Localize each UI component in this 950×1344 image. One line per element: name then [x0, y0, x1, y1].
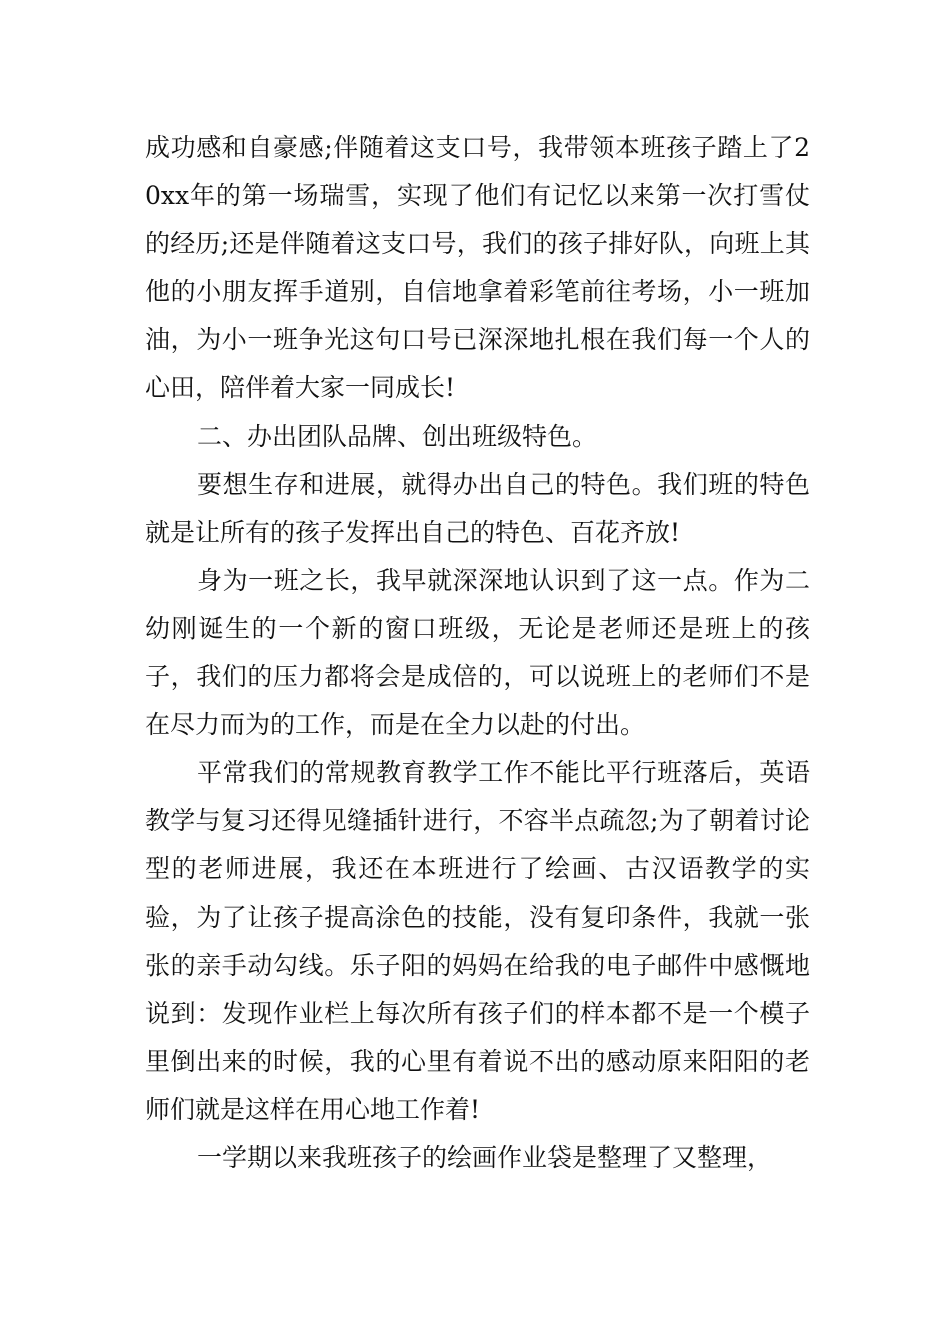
- paragraph-5: 平常我们的常规教育教学工作不能比平行班落后，英语教学与复习还得见缝插针进行，不容半点疏忽;为了朝着讨论型的老师进展，我还在本班进行了绘画、古汉语教学的实验，为了让孩子提高涂色的技能，没有复印条件，我就一张张的亲手动勾线。乐子阳的妈妈在给我的电子邮件中感慨地说到：发现作业栏上每次所有孩子们的样本都不是一个模子里倒出来的时候，我的心里有着说不出的感动原来阳阳的老师们就是这样在用心地工作着!: [145, 758, 810, 1124]
- paragraph-2-heading: 二、办出团队品牌、创出班级特色。: [197, 421, 598, 451]
- paragraph-3: 要想生存和进展，就得办出自己的特色。我们班的特色就是让所有的孩子发挥出自己的特色、百花齐放!: [145, 469, 810, 547]
- paragraph-6: 一学期以来我班孩子的绘画作业袋是整理了又整理，: [197, 1142, 773, 1172]
- paragraph-4: 身为一班之长，我早就深深地认识到了这一点。作为二幼刚诞生的一个新的窗口班级，无论是老师还是班上的孩子，我们的压力都将会是成倍的，可以说班上的老师们不是在尽力而为的工作，而是在全力以赴的付出。: [145, 565, 810, 740]
- paragraph-1: 成功感和自豪感;伴随着这支口号，我带领本班孩子踏上了20xx年的第一场瑞雪，实现了他们有记忆以来第一次打雪仗的经历;还是伴随着这支口号，我们的孩子排好队，向班上其他的小朋友挥手道别，自信地拿着彩笔前往考场，小一班加油，为小一班争光这句口号已深深地扎根在我们每一个人的心田，陪伴着大家一同成长!: [145, 133, 810, 403]
- document-body: [145, 124, 810, 1182]
